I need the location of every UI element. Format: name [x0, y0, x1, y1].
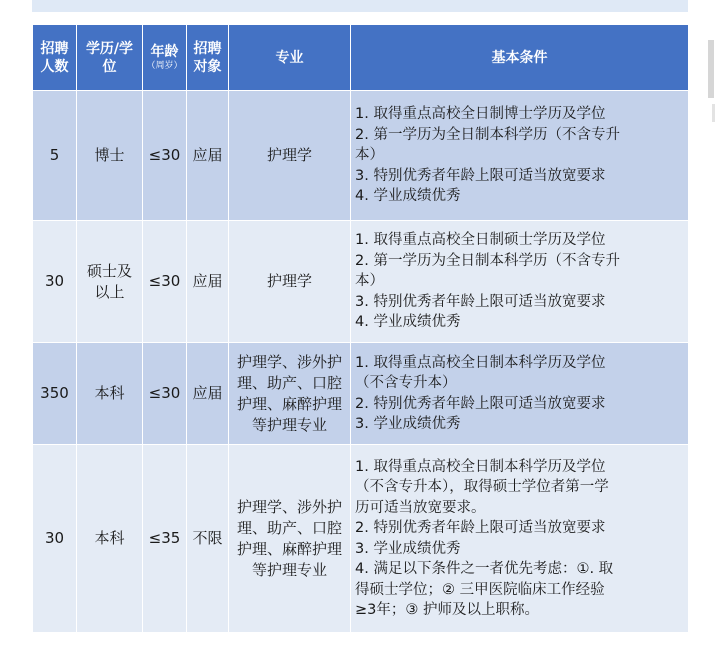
cell-conditions: 1. 取得重点高校全日制硕士学历及学位 2. 第一学历为全日制本科学历（不含专升 本） 3. 特别优秀者年龄上限可适当放宽要求 4. 学业成绩优秀 — [351, 221, 689, 343]
table-row — [33, 221, 689, 343]
header-count: 招聘 人数 — [33, 25, 77, 91]
cell-degree: 本科 — [77, 445, 143, 633]
table-row — [33, 343, 689, 445]
table-row — [33, 91, 689, 221]
cell-age: ≤35 — [143, 445, 187, 633]
cell-major: 护理学、涉外护 理、助产、口腔 护理、麻醉护理 等护理专业 — [229, 343, 351, 445]
edge-mark-small — [712, 104, 715, 122]
cell-age: ≤30 — [143, 343, 187, 445]
cell-conditions: 1. 取得重点高校全日制博士学历及学位 2. 第一学历为全日制本科学历（不含专升 本） 3. 特别优秀者年龄上限可适当放宽要求 4. 学业成绩优秀 — [351, 91, 689, 221]
header-degree: 学历/学 位 — [77, 25, 143, 91]
cell-target: 不限 — [187, 445, 229, 633]
cell-degree: 本科 — [77, 343, 143, 445]
top-color-strip — [32, 0, 688, 12]
header-age: 年龄 （周岁） — [143, 25, 187, 91]
cell-conditions: 1. 取得重点高校全日制本科学历及学位 （不含专升本） 2. 特别优秀者年龄上限可适当放宽要求 3. 学业成绩优秀 — [351, 343, 689, 445]
cell-degree: 博士 — [77, 91, 143, 221]
header-conditions: 基本条件 — [351, 25, 689, 91]
cell-conditions: 1. 取得重点高校全日制本科学历及学位 （不含专升本），取得硕士学位者第一学 历可适当放宽要求。 2. 特别优秀者年龄上限可适当放宽要求 3. 学业成绩优秀 4. 满足以下条件之一者优先考虑：①. 取 得硕士学位；② 三甲医院临床工作经验 ≥3年；③ 护师及以上职称。 — [351, 445, 689, 633]
cell-degree: 硕士及 以上 — [77, 221, 143, 343]
cell-major: 护理学、涉外护 理、助产、口腔 护理、麻醉护理 等护理专业 — [229, 445, 351, 633]
cell-target: 应届 — [187, 91, 229, 221]
cell-target: 应届 — [187, 343, 229, 445]
header-target: 招聘 对象 — [187, 25, 229, 91]
cell-target: 应届 — [187, 221, 229, 343]
cell-age: ≤30 — [143, 91, 187, 221]
cell-count: 5 — [33, 91, 77, 221]
cell-age: ≤30 — [143, 221, 187, 343]
header-row — [33, 25, 689, 91]
edge-mark — [708, 40, 714, 98]
cell-major: 护理学 — [229, 221, 351, 343]
cell-major: 护理学 — [229, 91, 351, 221]
cell-count: 350 — [33, 343, 77, 445]
table-row — [33, 445, 689, 633]
cell-count: 30 — [33, 445, 77, 633]
recruitment-table — [32, 24, 689, 633]
cell-count: 30 — [33, 221, 77, 343]
header-major: 专业 — [229, 25, 351, 91]
